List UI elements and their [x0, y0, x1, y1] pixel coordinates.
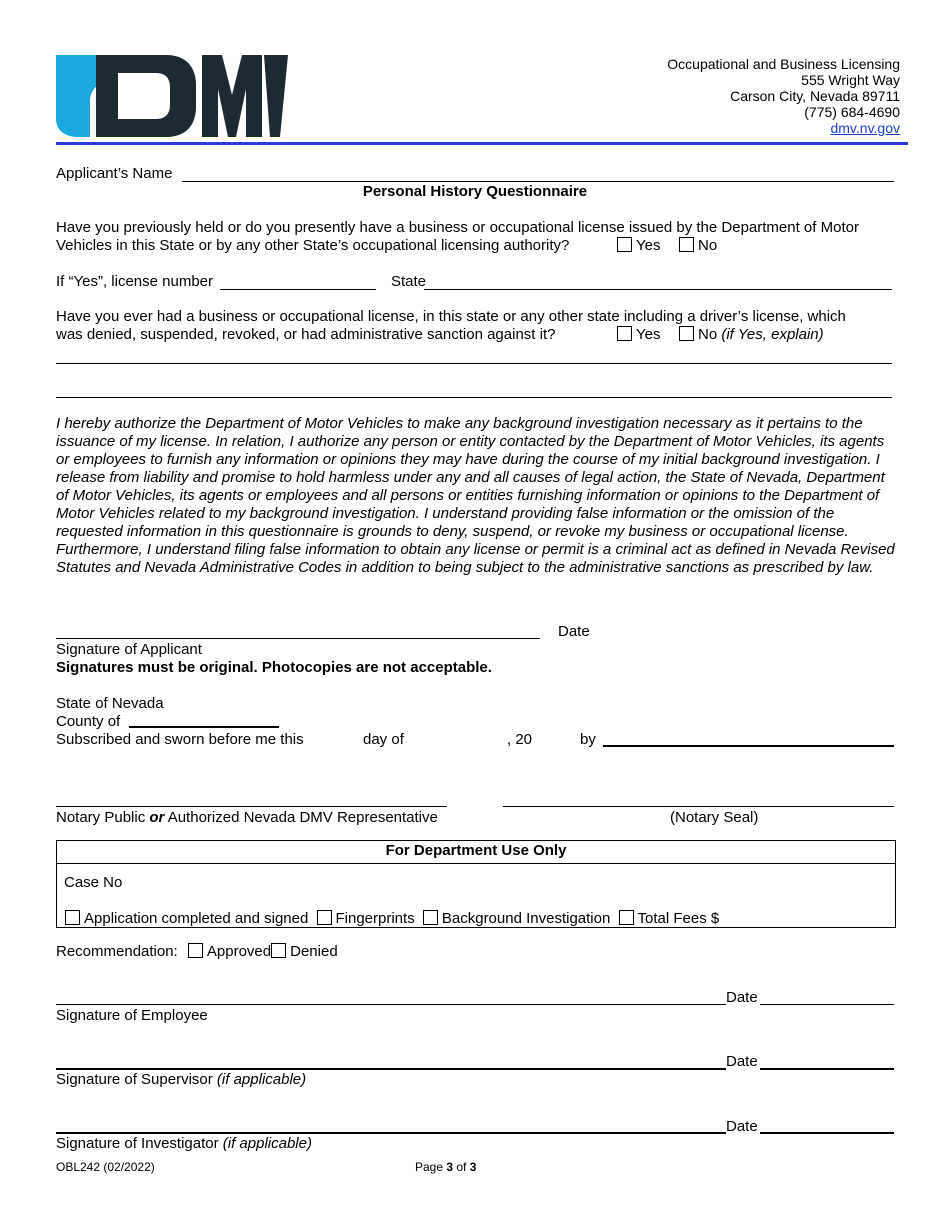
- address-line-3: Carson City, Nevada 89711: [730, 88, 900, 104]
- applicant-signature-field[interactable]: [56, 638, 540, 639]
- supervisor-text: Signature of Supervisor: [56, 1071, 217, 1088]
- notary-suffix: Authorized Nevada DMV Representative: [164, 809, 438, 826]
- investigator-if-applicable: (if applicable): [222, 1135, 312, 1152]
- notary-signature-field[interactable]: [56, 806, 447, 807]
- dmv-logo-graphic: [56, 55, 288, 137]
- notary-label: [56, 809, 438, 826]
- department-use-heading: For Department Use Only: [57, 841, 895, 864]
- investigator-date-field[interactable]: [760, 1132, 894, 1134]
- q2-no-option[interactable]: [679, 326, 824, 343]
- denied-label: Denied: [290, 943, 338, 960]
- applicant-date-label: Date: [558, 623, 590, 640]
- form-id: OBL242 (02/2022): [56, 1160, 155, 1174]
- notary-or: or: [149, 809, 165, 826]
- q2-yes-option[interactable]: [617, 326, 660, 343]
- form-title: Personal History Questionnaire: [362, 183, 588, 200]
- notary-prefix: Notary Public: [56, 809, 150, 826]
- license-state-field[interactable]: [424, 289, 892, 290]
- if-yes-explain-note: (if Yes, explain): [721, 326, 824, 343]
- application-completed-checkbox[interactable]: [65, 910, 80, 925]
- by-label: by: [580, 731, 596, 748]
- page-prefix: Page: [415, 1160, 447, 1174]
- license-number-label: If “Yes”, license number: [56, 273, 214, 290]
- notary-state: State of Nevada: [56, 695, 164, 712]
- address-line-2: 555 Wright Way: [801, 72, 900, 88]
- investigator-signature-label: [56, 1135, 312, 1152]
- question-1-line-1: Have you previously held or do you presently have a business or occupational license issued by the Department of Motor: [56, 219, 859, 236]
- question-2-line-2: was denied, suspended, revoked, or had administrative sanction against it?: [56, 326, 556, 343]
- q1-no-label: No: [698, 237, 718, 254]
- applicant-name-label: Applicant’s Name: [56, 165, 173, 182]
- header-rule: [56, 142, 908, 145]
- employee-signature-field[interactable]: [56, 1004, 726, 1005]
- q2-yes-label: Yes: [636, 326, 661, 343]
- approved-checkbox[interactable]: [188, 943, 203, 958]
- background-investigation-checkbox[interactable]: [423, 910, 438, 925]
- applicant-name-field[interactable]: [182, 181, 894, 182]
- question-1-line-2: Vehicles in this State or by any other State’s occupational licensing authority?: [56, 237, 570, 254]
- supervisor-date-field[interactable]: [760, 1068, 894, 1070]
- dept-checks-row: [65, 910, 719, 927]
- supervisor-if-applicable: (if applicable): [216, 1071, 307, 1088]
- license-state-label: State: [391, 273, 427, 290]
- notary-county-field[interactable]: [129, 726, 279, 728]
- website-link[interactable]: dmv.nv.gov: [830, 120, 900, 136]
- q1-no-checkbox[interactable]: [679, 237, 694, 252]
- address-line-1: Occupational and Business Licensing: [667, 56, 900, 72]
- applicant-signature-label: Signature of Applicant: [56, 641, 202, 658]
- q1-no-option[interactable]: [679, 237, 717, 254]
- fingerprints-checkbox[interactable]: [317, 910, 332, 925]
- question-2-line-1: Have you ever had a business or occupational license, in this state or any other state including a driver’s license, which: [56, 308, 846, 325]
- case-no-label: Case No: [64, 874, 123, 891]
- explain-line-2[interactable]: [56, 397, 892, 398]
- notary-seal-label: (Notary Seal): [670, 809, 759, 826]
- office-address: [667, 56, 900, 136]
- explain-line-1[interactable]: [56, 363, 892, 364]
- employee-date-label: Date: [726, 989, 758, 1006]
- sworn-label: Subscribed and sworn before me this: [56, 731, 304, 748]
- q2-yes-checkbox[interactable]: [617, 326, 632, 341]
- supervisor-signature-field[interactable]: [56, 1068, 726, 1070]
- page-number: [415, 1160, 476, 1174]
- approved-label: Approved: [206, 943, 272, 960]
- investigator-signature-field[interactable]: [56, 1132, 726, 1134]
- investigator-text: Signature of Investigator: [56, 1135, 223, 1152]
- total-fees-checkbox[interactable]: [619, 910, 634, 925]
- year-prefix: , 20: [507, 731, 533, 748]
- original-signature-note: Signatures must be original. Photocopies are not acceptable.: [56, 659, 492, 676]
- recommendation-row: [56, 943, 338, 960]
- department-use-box: [56, 840, 896, 928]
- q1-yes-option[interactable]: [617, 237, 660, 254]
- notary-county-label: County of: [56, 713, 121, 730]
- page-of: of: [453, 1160, 470, 1174]
- q1-yes-checkbox[interactable]: [617, 237, 632, 252]
- employee-date-field[interactable]: [760, 1004, 894, 1005]
- background-investigation-label: Background Investigation: [441, 910, 611, 927]
- authorization-statement: I hereby authorize the Department of Motor Vehicles to make any background investigation necessary as it pertains to the issuance of my license. In relation, I authorize any person or entity contacted by the Department of Motor Vehicles, its agents or employees to furnish any information or opinions they may have during the course of my initial background investigation. I release from liability and promise to hold harmless under any and all causes of legal action, the State of Nevada, Department of Motor Vehicles, its agents or employees and all persons or entities furnishing information or opinions to the Department of Motor Vehicles related to my background investigation. I understand providing false information or the omission of the requested information in this questionnaire is grounds to deny, suspend, or revoke my business or occupational license. Furthermore, I understand filing false information to obtain any license or permit is a criminal act as defined in Nevada Revised Statutes and Nevada Administrative Codes in addition to being subject to the administrative sanctions as prescribed by law.: [56, 415, 895, 576]
- denied-checkbox[interactable]: [271, 943, 286, 958]
- notary-seal-field[interactable]: [503, 806, 894, 807]
- q2-no-checkbox[interactable]: [679, 326, 694, 341]
- q1-yes-label: Yes: [636, 237, 661, 254]
- license-number-field[interactable]: [220, 289, 376, 290]
- sworn-by-field[interactable]: [603, 745, 894, 747]
- investigator-date-label: Date: [726, 1118, 758, 1135]
- supervisor-signature-label: [56, 1071, 306, 1088]
- day-of-label: day of: [363, 731, 404, 748]
- application-completed-label: Application completed and signed: [84, 910, 309, 927]
- q2-no-label: No: [698, 326, 718, 343]
- supervisor-date-label: Date: [726, 1053, 758, 1070]
- fingerprints-label: Fingerprints: [335, 910, 415, 927]
- page-total: 3: [469, 1160, 477, 1174]
- dmv-logo: [56, 55, 288, 137]
- employee-signature-label: Signature of Employee: [56, 1007, 208, 1024]
- page-current: 3: [446, 1160, 454, 1174]
- recommendation-label: Recommendation:: [56, 943, 178, 960]
- total-fees-label: Total Fees $: [637, 910, 720, 927]
- address-line-4: (775) 684-4690: [804, 104, 900, 120]
